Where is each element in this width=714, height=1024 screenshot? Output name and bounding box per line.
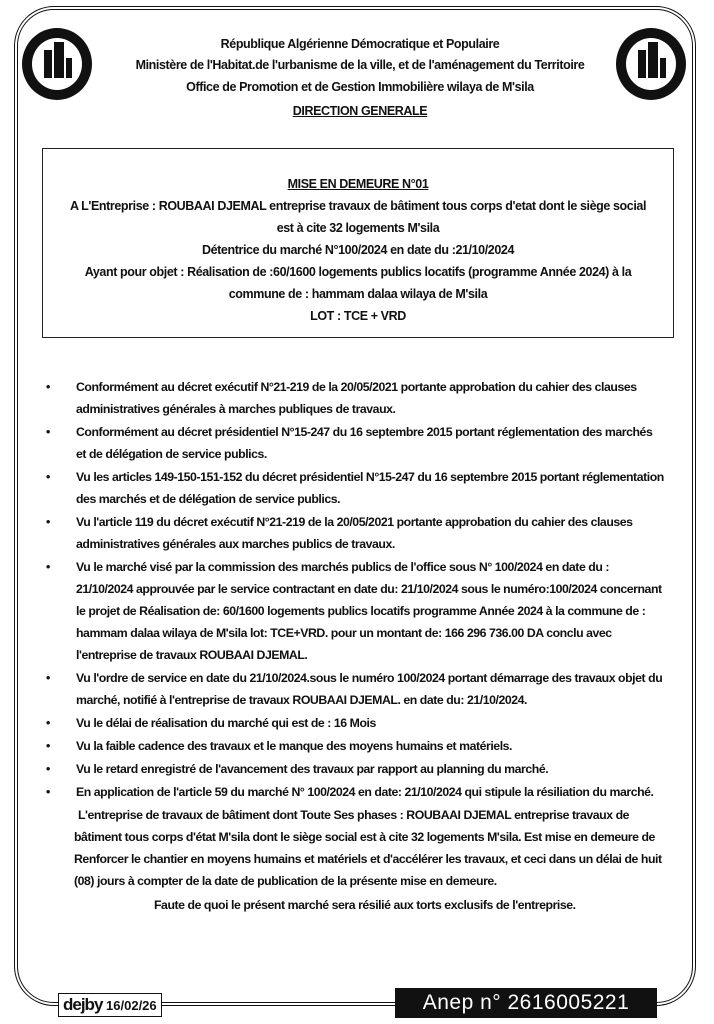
bullet-icon: • [46, 671, 50, 685]
list-item: • Vu la faible cadence des travaux et le manque des moyens humains et matériels. [44, 735, 664, 757]
final-line: Faute de quoi le présent marché sera résilié aux torts exclusifs de l'entreprise. [154, 898, 576, 912]
bullet-icon: • [46, 785, 50, 799]
header-direction: DIRECTION GENERALE [292, 104, 428, 118]
bullet-icon: • [46, 425, 50, 439]
notice-line: est à cite 32 logements M'sila [276, 221, 440, 235]
list-item: • Vu le délai de réalisation du marché qui est de : 16 Mois [44, 712, 664, 734]
list-item: • Vu l'article 119 du décret exécutif N°21-219 de la 20/05/2021 portante approbation du cahier des clauses administratives générales aux marches publics de travaux. [44, 511, 664, 555]
notice-line: Ayant pour objet : Réalisation de :60/1600 logements publics locatifs (programme Année 2024) à la [84, 265, 632, 279]
notice-box [42, 148, 674, 338]
header-ministry: Ministère de l'Habitat.de l'urbanisme de la ville, et de l'aménagement du Territoire [135, 58, 585, 72]
list-item: • Vu l'ordre de service en date du 21/10/2024.sous le numéro 100/2024 portant démarrage des travaux objet du marché, notifié à l'entreprise de travaux ROUBAAI DJEMAL. en date du: 21/10/2024. [44, 667, 664, 711]
list-item: • Vu les articles 149-150-151-152 du décret présidentiel N°15-247 du 16 septembre 2015 portant réglementation des marchés et de délégation de service publics. [44, 466, 664, 510]
bullet-icon: • [46, 762, 50, 776]
list-item: • Conformément au décret exécutif N°21-219 de la 20/05/2021 portante approbation du cahier des clauses administratives générales à marches publiques de travaux. [44, 376, 664, 420]
body-paragraph: L'entreprise de travaux de bâtiment dont Toute Ses phases : ROUBAAI DJEMAL entreprise travaux de bâtiment tous corps d'état M'sila dont le siège social est à cite 32 logements M'sila. Est mise en demeure de Renforcer le chantier en moyens humains et matériels et d'accélérer les travaux, et ceci dans un délai de huit (08) jours à compter de la date de publication de la présente mise en demeure. [74, 808, 662, 888]
bullet-icon: • [46, 470, 50, 484]
signature-name: dejby [63, 995, 103, 1014]
anep-number: Anep n° 2616005221 [395, 988, 657, 1018]
notice-line: LOT : TCE + VRD [310, 309, 406, 323]
bullet-icon: • [46, 739, 50, 753]
notice-title: MISE EN DEMEURE N°01 [287, 177, 429, 191]
signature-stamp [58, 993, 162, 1017]
list-item: • Conformément au décret présidentiel N°15-247 du 16 septembre 2015 portant réglementation des marchés et de délégation de service publics. [44, 421, 664, 465]
bullet-icon: • [46, 515, 50, 529]
header-office: Office de Promotion et de Gestion Immobilière wilaya de M'sila [186, 80, 534, 94]
notice-line: Détentrice du marché N°100/2024 en date du :21/10/2024 [201, 243, 515, 257]
bullet-icon: • [46, 560, 50, 574]
notice-line: A L'Entreprise : ROUBAAI DJEMAL entreprise travaux de bâtiment tous corps d'etat dont le siège social [69, 199, 647, 213]
bullet-icon: • [46, 380, 50, 394]
signature-date: 16/02/26 [106, 998, 157, 1013]
notice-line: commune de : hammam dalaa wilaya de M'sila [228, 287, 488, 301]
considerations-list [44, 376, 664, 916]
bullet-icon: • [46, 716, 50, 730]
list-item: • En application de l'article 59 du marché N° 100/2024 en date: 21/10/2024 qui stipule la résiliation du marché. [44, 781, 664, 803]
list-item: • Vu le marché visé par la commission des marchés publics de l'office sous N° 100/2024 en date du : 21/10/2024 approuvée par le service contractant en date du: 21/10/2024 sous le numéro:100/2024 concernant le projet de Réalisation de: 60/1600 logements publics locatifs programme Année 2024 à la commune de : hammam dalaa wilaya de M'sila lot: TCE+VRD. pour un montant de: 166 296 736.00 DA conclu avec l'entreprise de travaux ROUBAAI DJEMAL. [44, 556, 664, 666]
list-item: • Vu le retard enregistré de l'avancement des travaux par rapport au planning du marché. [44, 758, 664, 780]
header-republic: République Algérienne Démocratique et Populaire [220, 37, 500, 51]
